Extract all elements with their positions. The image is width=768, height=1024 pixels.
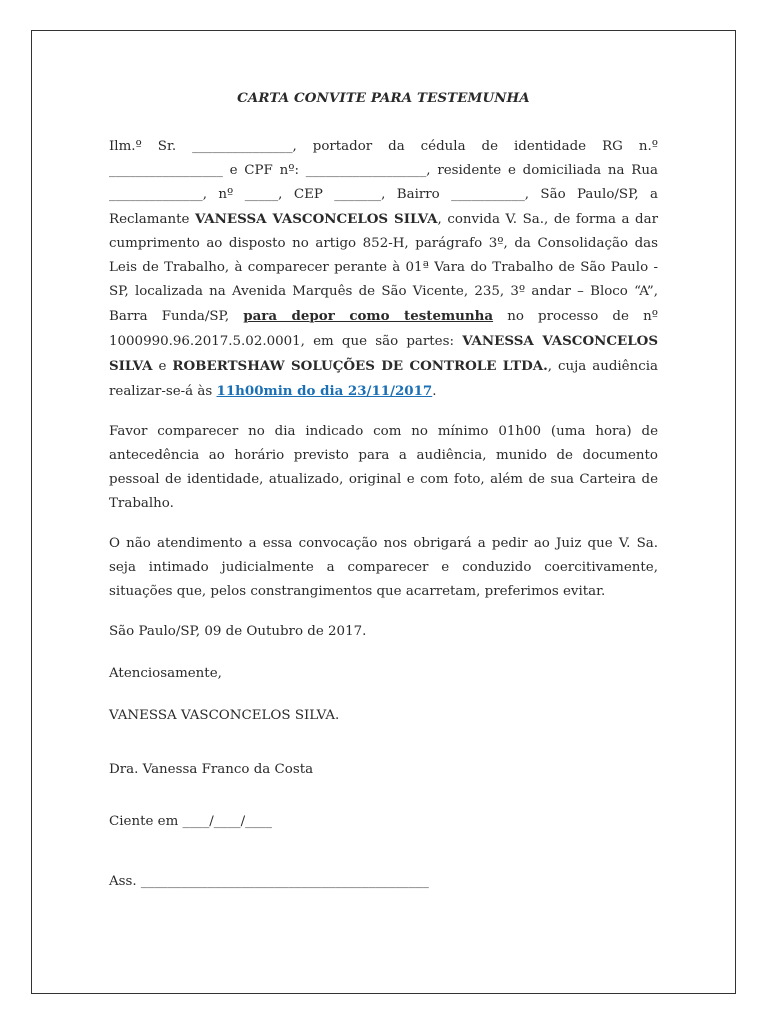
- party-defendant-name: ROBERTSHAW SOLUÇÕES DE CONTROLE LTDA.: [172, 358, 548, 374]
- invitation-text: .: [432, 384, 437, 399]
- signer-name: VANESSA VASCONCELOS SILVA.: [109, 708, 340, 723]
- letter-body: [109, 86, 658, 894]
- attendance-paragraph: Favor comparecer no dia indicado com no mínimo 01h00 (uma hora) de antecedência ao horário previsto para a audiência, munido de documento pessoal de identidade, atualizado, original e com foto, além de sua Carteira de Trabalho.: [109, 424, 658, 511]
- invitation-text: , convida V. Sa., de forma a dar cumprimento ao disposto no artigo 852-H, parágrafo 3º, da Consolidação das Leis de Trabalho, à comparecer perante à 01ª Vara do Trabalho de São Paulo - SP, localizada na Avenida Marquês de São Vicente, 235, 3º andar – Bloco “A”, Barra Funda/SP,: [109, 212, 659, 324]
- invitation-text: e: [152, 359, 173, 374]
- invitation-text: no processo de nº 1000990.96.2017.5.02.0001, em que são partes:: [109, 309, 658, 349]
- hearing-datetime-link[interactable]: 11h00min do dia 23/11/2017: [216, 383, 433, 399]
- closing-greeting: Atenciosamente,: [109, 666, 222, 681]
- invitation-text: Ilm.º Sr. _______________, portador da cédula de identidade RG n.º _________________ e CPF nº: __________________, residente e domiciliada na Rua ______________, nº _____, CEP _______, Bairro ___________, São Paulo/SP, a Reclamante: [109, 139, 658, 227]
- lawyer-name: Dra. Vanessa Franco da Costa: [109, 762, 314, 777]
- letter-date: São Paulo/SP, 09 de Outubro de 2017.: [109, 624, 367, 639]
- testimony-purpose: para depor como testemunha: [243, 308, 494, 324]
- claimant-name: VANESSA VASCONCELOS SILVA: [194, 211, 438, 227]
- invitation-text: , cuja audiência realizar-se-á às: [109, 359, 658, 399]
- acknowledgment-date-line: Ciente em ____/____/____: [109, 814, 272, 829]
- invitation-paragraph: [109, 135, 658, 404]
- letter-title: CARTA CONVITE PARA TESTEMUNHA: [237, 90, 530, 106]
- party-claimant-name: VANESSA VASCONCELOS SILVA: [109, 333, 658, 374]
- warning-paragraph: O não atendimento a essa convocação nos obrigará a pedir ao Juiz que V. Sa. seja intimado judicialmente a comparecer e conduzido coercitivamente, situações que, pelos constrangimentos que acarretam, preferimos evitar.: [109, 536, 658, 599]
- signature-line: Ass. ___________________________________________: [109, 874, 429, 889]
